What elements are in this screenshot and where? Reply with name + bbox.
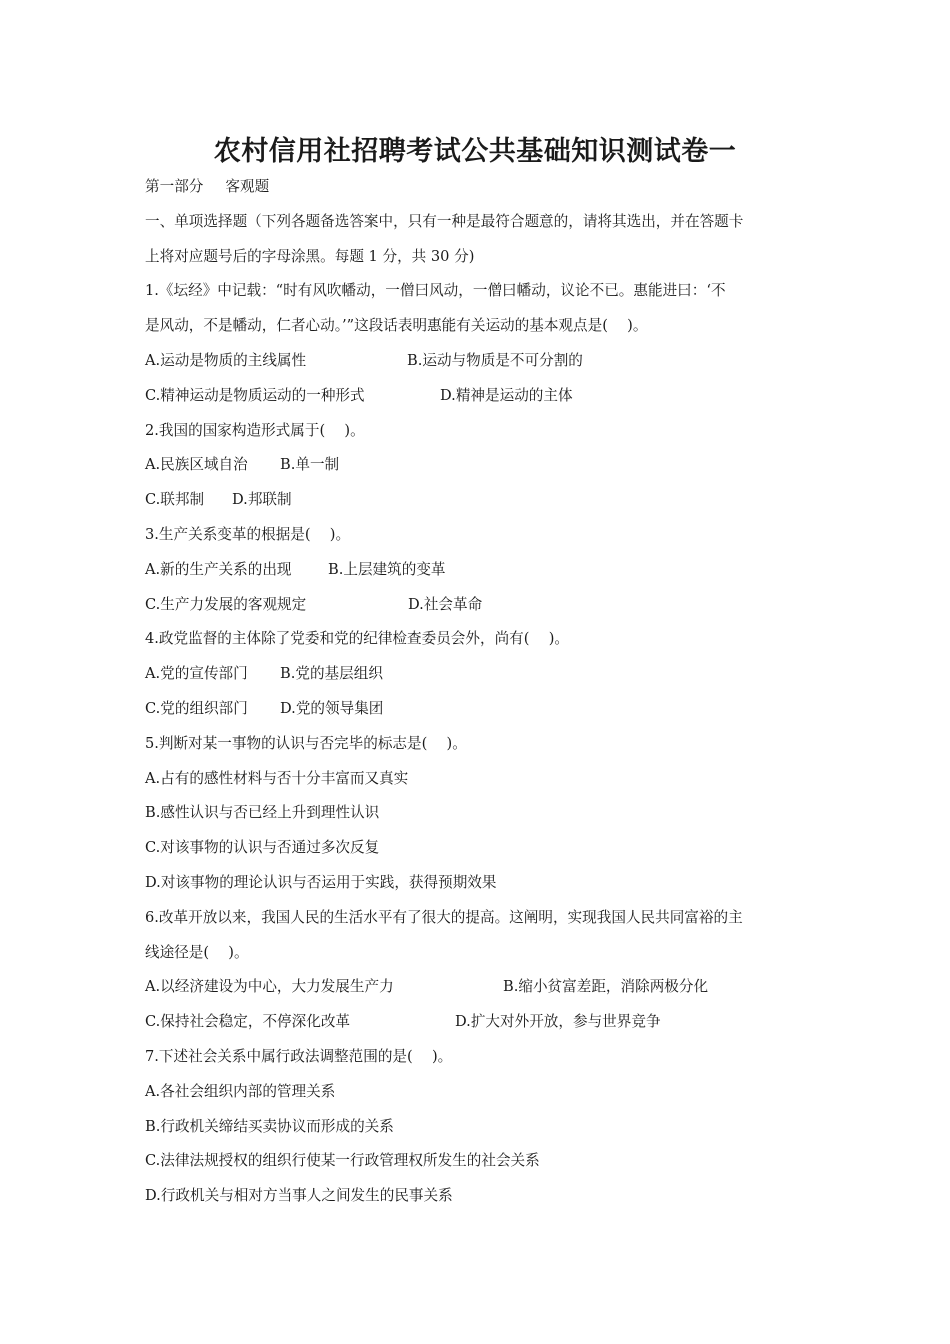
question-5-option-d: D.对该事物的理论认识与否运用于实践，获得预期效果 bbox=[145, 873, 497, 891]
question-2-options-row-1 bbox=[145, 448, 805, 483]
question-7-option-d: D.行政机关与相对方当事人之间发生的民事关系 bbox=[145, 1187, 453, 1205]
question-4-options-row-2 bbox=[145, 692, 805, 727]
question-4-option-a: A.党的宣传部门 bbox=[145, 665, 248, 683]
question-3-option-b: B.上层建筑的变革 bbox=[328, 560, 446, 578]
question-7-option-c: C.法律法规授权的组织行使某一行政管理权所发生的社会关系 bbox=[145, 1152, 540, 1170]
part-name: 客观题 bbox=[225, 178, 270, 195]
question-3-options-row-1 bbox=[145, 553, 805, 588]
question-2-options-row-2 bbox=[145, 483, 805, 518]
question-6-option-c: C.保持社会稳定，不停深化改革 bbox=[145, 1013, 351, 1031]
question-5-option-c: C.对该事物的认识与否通过多次反复 bbox=[145, 839, 380, 857]
part-label: 第一部分 bbox=[145, 178, 204, 195]
question-1-stem-line-1: 1.《坛经》中记载：“时有风吹幡动，一僧曰风动，一僧曰幡动，议论不已。惠能进曰：‘不 bbox=[145, 282, 726, 300]
question-1-options-row-1 bbox=[145, 344, 805, 379]
question-1-option-d: D.精神是运动的主体 bbox=[440, 386, 573, 404]
question-3-option-d: D.社会革命 bbox=[408, 595, 483, 613]
question-4-option-b: B.党的基层组织 bbox=[280, 665, 383, 683]
question-3-option-c: C.生产力发展的客观规定 bbox=[145, 595, 307, 613]
question-4-option-d: D.党的领导集团 bbox=[280, 699, 384, 717]
question-1-option-a: A.运动是物质的主线属性 bbox=[145, 351, 307, 369]
question-1-option-c: C.精神运动是物质运动的一种形式 bbox=[145, 386, 365, 404]
question-1-options-row-2 bbox=[145, 379, 805, 414]
question-7-option-a: A.各社会组织内部的管理关系 bbox=[145, 1082, 336, 1100]
question-4-options-row-1 bbox=[145, 657, 805, 692]
question-6-option-a: A.以经济建设为中心，大力发展生产力 bbox=[145, 978, 394, 996]
document-body bbox=[145, 170, 805, 1214]
question-7-option-b: B.行政机关缔结买卖协议而形成的关系 bbox=[145, 1117, 394, 1135]
question-4-option-c: C.党的组织部门 bbox=[145, 699, 248, 717]
question-1-option-b: B.运动与物质是不可分割的 bbox=[407, 351, 583, 369]
page-title: 农村信用社招聘考试公共基础知识测试卷一 bbox=[213, 136, 737, 167]
question-6-stem-line-2: 线途径是( )。 bbox=[145, 943, 249, 961]
question-3-option-a: A.新的生产关系的出现 bbox=[145, 560, 292, 578]
question-5-option-b: B.感性认识与否已经上升到理性认识 bbox=[145, 804, 380, 822]
question-4-stem: 4.政党监督的主体除了党委和党的纪律检查委员会外，尚有( )。 bbox=[145, 630, 569, 648]
question-2-option-a: A.民族区域自治 bbox=[145, 456, 248, 474]
question-6-options-row-2 bbox=[145, 1005, 805, 1040]
section-heading-line-1: 一、单项选择题（下列各题备选答案中，只有一种是最符合题意的，请将其选出，并在答题卡 bbox=[145, 212, 744, 230]
question-5-stem: 5.判断对某一事物的认识与否完毕的标志是( )。 bbox=[145, 734, 467, 752]
part-heading bbox=[145, 170, 805, 205]
section-heading-line-2: 上将对应题号后的字母涂黑。每题 1 分，共 30 分) bbox=[145, 247, 475, 265]
question-3-stem: 3.生产关系变革的根据是( )。 bbox=[145, 525, 351, 543]
question-6-option-d: D.扩大对外开放，参与世界竞争 bbox=[455, 1013, 661, 1031]
question-2-option-b: B.单一制 bbox=[280, 456, 340, 474]
question-2-option-c: C.联邦制 bbox=[145, 491, 205, 509]
question-6-option-b: B.缩小贫富差距，消除两极分化 bbox=[503, 978, 709, 996]
question-7-stem: 7.下述社会关系中属行政法调整范围的是( )。 bbox=[145, 1047, 453, 1065]
question-3-options-row-2 bbox=[145, 588, 805, 623]
question-6-stem-line-1: 6.改革开放以来，我国人民的生活水平有了很大的提高。这阐明，实现我国人民共同富裕的主 bbox=[145, 908, 743, 926]
question-2-option-d: D.邦联制 bbox=[232, 491, 292, 509]
question-5-option-a: A.占有的感性材料与否十分丰富而又真实 bbox=[145, 769, 409, 787]
question-6-options-row-1 bbox=[145, 970, 805, 1005]
question-2-stem: 2.我国的国家构造形式属于( )。 bbox=[145, 421, 365, 439]
question-1-stem-line-2: 是风动，不是幡动，仁者心动。’”这段话表明惠能有关运动的基本观点是( )。 bbox=[145, 317, 648, 335]
